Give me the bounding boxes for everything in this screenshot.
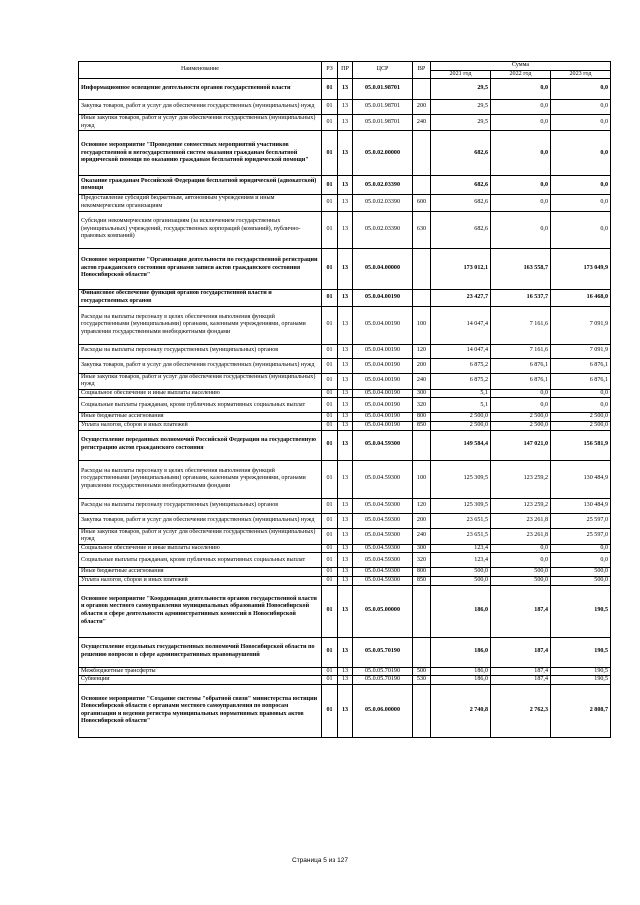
table-row [79,344,611,358]
row-name: Иные закупки товаров, работ и услуг для обеспечения государственных (муниципальных) нужд [79,115,322,131]
header-year-2022: 2022 год [491,70,551,79]
table-row [79,513,611,528]
header-csr: ЦСР [353,62,413,79]
row-name: Социальные выплаты гражданам, кроме публичных нормативных социальных выплат [79,398,322,413]
row-name: Основное мероприятие "Проведение совместных мероприятий участников государственной и негосударственной систем оказания гражданам бесплатной юридической помощи по оказанию гражданам бесплатной юридической помощи" [79,131,322,176]
table-row [79,398,611,413]
table-row [79,684,611,737]
row-pr: 13 [338,413,353,422]
row-pr: 13 [338,513,353,528]
row-value-2023: 0,0 [551,544,611,553]
row-value-2022: 0,0 [491,398,551,413]
row-value-2021: 682,6 [431,195,491,211]
row-value-2021: 6 875,2 [431,358,491,373]
row-rz: 01 [322,413,338,422]
row-value-2022: 123 259,2 [491,498,551,513]
row-pr: 13 [338,344,353,358]
row-name: Субсидии некоммерческим организациям (за исключением государственных (муниципальных) учреждений, государственных корпораций (компаний), публично-правовых компаний) [79,211,322,248]
row-vr: 320 [413,553,431,568]
row-name: Расходы на выплаты персоналу в целях обеспечения выполнения функций государственными (муниципальными) органами, казенными учреждениями, органами управления государственными внебюджетными фондами [79,460,322,498]
row-name: Расходы на выплаты персоналу государственных (муниципальных) органов [79,498,322,513]
row-csr: 05.0.01.98701 [353,115,413,131]
row-name: Социальное обеспечение и иные выплаты населению [79,544,322,553]
row-value-2021: 2 740,8 [431,684,491,737]
row-value-2021: 173 012,1 [431,248,491,289]
row-pr: 13 [338,498,353,513]
row-pr: 13 [338,115,353,131]
row-value-2021: 186,0 [431,585,491,637]
row-value-2022: 187,4 [491,637,551,667]
row-csr: 05.0.02.03390 [353,211,413,248]
row-value-2022: 123 259,2 [491,460,551,498]
row-value-2021: 125 309,5 [431,460,491,498]
table-row [79,676,611,685]
row-value-2022: 163 558,7 [491,248,551,289]
row-name: Закупка товаров, работ и услуг для обеспечения государственных (муниципальных) нужд [79,358,322,373]
row-csr: 05.0.01.98701 [353,79,413,100]
row-value-2022: 187,4 [491,667,551,676]
row-pr: 13 [338,373,353,389]
header-year-2021: 2021 год [431,70,491,79]
row-csr: 05.0.04.00190 [353,358,413,373]
row-value-2022: 0,0 [491,553,551,568]
row-pr: 13 [338,176,353,195]
row-pr: 13 [338,389,353,398]
row-pr: 13 [338,637,353,667]
row-name: Основное мероприятие "Создание системы "обратной связи" министерства юстиции Новосибирской области с органами местного самоуправления по вопросам организации и ведения регистра муниципальных нормативных правовых актов Новосибирской области" [79,684,322,737]
table-body [79,79,611,738]
table-row [79,389,611,398]
row-vr: 240 [413,528,431,544]
row-vr: 800 [413,568,431,577]
row-value-2023: 0,0 [551,398,611,413]
row-value-2021: 29,5 [431,79,491,100]
row-csr: 05.0.04.59300 [353,460,413,498]
row-value-2021: 186,0 [431,667,491,676]
table-row [79,211,611,248]
row-rz: 01 [322,248,338,289]
row-csr: 05.0.02.00000 [353,131,413,176]
row-value-2021: 186,0 [431,637,491,667]
row-vr: 200 [413,100,431,115]
table-row [79,528,611,544]
row-rz: 01 [322,460,338,498]
row-name: Уплата налогов, сборов и иных платежей [79,576,322,585]
row-value-2023: 0,0 [551,79,611,100]
table-row [79,100,611,115]
row-vr: 300 [413,544,431,553]
page-number: Страница 5 из 127 [292,857,348,864]
row-value-2022: 187,4 [491,676,551,685]
row-csr: 05.0.04.00190 [353,373,413,389]
row-value-2023: 7 091,9 [551,344,611,358]
row-value-2022: 0,0 [491,211,551,248]
row-vr: 120 [413,498,431,513]
row-pr: 13 [338,553,353,568]
row-pr: 13 [338,131,353,176]
table-row [79,115,611,131]
row-value-2022: 6 876,1 [491,358,551,373]
table-row [79,553,611,568]
row-csr: 05.0.04.59300 [353,553,413,568]
row-vr: 800 [413,413,431,422]
row-value-2022: 500,0 [491,568,551,577]
row-value-2021: 186,0 [431,676,491,685]
row-name: Иные бюджетные ассигнования [79,413,322,422]
row-value-2022: 187,4 [491,585,551,637]
table-row [79,248,611,289]
row-value-2023: 0,0 [551,115,611,131]
row-value-2023: 16 468,0 [551,289,611,306]
row-vr [413,585,431,637]
row-value-2023: 7 091,9 [551,306,611,344]
header-rz: РЗ [322,62,338,79]
row-value-2023: 190,5 [551,585,611,637]
row-value-2022: 2 500,0 [491,413,551,422]
row-name: Иные бюджетные ассигнования [79,568,322,577]
row-pr: 13 [338,289,353,306]
row-pr: 13 [338,430,353,460]
row-value-2021: 2 500,0 [431,421,491,430]
row-rz: 01 [322,389,338,398]
row-value-2022: 23 261,8 [491,528,551,544]
row-rz: 01 [322,430,338,460]
row-value-2023: 500,0 [551,568,611,577]
row-value-2023: 190,5 [551,676,611,685]
row-name: Социальные выплаты гражданам, кроме публичных нормативных социальных выплат [79,553,322,568]
table-row [79,413,611,422]
row-value-2021: 123,4 [431,553,491,568]
row-vr [413,248,431,289]
row-name: Финансовое обеспечение функций органов государственной власти и государственных органов [79,289,322,306]
row-pr: 13 [338,585,353,637]
row-csr: 05.0.04.59300 [353,568,413,577]
row-vr [413,131,431,176]
row-name: Основное мероприятие "Координация деятельности органов государственной власти и органов местного самоуправления муниципальных образований Новосибирской области в сфере деятельности административных комиссий в Новосибирской области" [79,585,322,637]
row-vr [413,289,431,306]
row-value-2021: 123,4 [431,544,491,553]
row-value-2023: 0,0 [551,131,611,176]
row-value-2022: 2 500,0 [491,421,551,430]
header-sum: Сумма [431,62,611,71]
row-value-2023: 130 484,9 [551,498,611,513]
row-value-2023: 0,0 [551,100,611,115]
row-value-2021: 23 427,7 [431,289,491,306]
row-pr: 13 [338,248,353,289]
row-vr [413,684,431,737]
row-value-2021: 682,6 [431,131,491,176]
table-row [79,373,611,389]
row-rz: 01 [322,100,338,115]
row-pr: 13 [338,667,353,676]
row-value-2022: 6 876,1 [491,373,551,389]
header-pr: ПР [338,62,353,79]
table-row [79,195,611,211]
row-value-2023: 500,0 [551,576,611,585]
row-pr: 13 [338,79,353,100]
row-name: Социальное обеспечение и иные выплаты населению [79,389,322,398]
row-name: Осуществление отдельных государственных полномочий Новосибирской области по решению вопросов в сфере административных правонарушений [79,637,322,667]
row-rz: 01 [322,498,338,513]
row-rz: 01 [322,684,338,737]
table-row [79,430,611,460]
row-csr: 05.0.04.59300 [353,498,413,513]
row-csr: 05.0.04.00190 [353,289,413,306]
row-value-2021: 29,5 [431,115,491,131]
row-value-2023: 6 876,1 [551,373,611,389]
row-csr: 05.0.04.00190 [353,421,413,430]
row-csr: 05.0.06.00000 [353,684,413,737]
row-name: Расходы на выплаты персоналу в целях обеспечения выполнения функций государственными (муниципальными) органами, казенными учреждениями, органами управления государственными внебюджетными фондами [79,306,322,344]
row-value-2021: 2 500,0 [431,413,491,422]
row-value-2021: 500,0 [431,568,491,577]
row-csr: 05.0.04.00190 [353,306,413,344]
row-vr [413,430,431,460]
row-vr: 530 [413,676,431,685]
row-pr: 13 [338,684,353,737]
row-value-2023: 0,0 [551,195,611,211]
row-name: Информационное освещение деятельности органов государственной власти [79,79,322,100]
row-csr: 05.0.04.59300 [353,430,413,460]
table-row [79,544,611,553]
table-row [79,667,611,676]
row-value-2023: 190,5 [551,667,611,676]
row-value-2021: 6 875,2 [431,373,491,389]
row-value-2021: 29,5 [431,100,491,115]
table-row [79,176,611,195]
row-rz: 01 [322,358,338,373]
row-pr: 13 [338,544,353,553]
row-rz: 01 [322,306,338,344]
row-value-2022: 23 261,8 [491,513,551,528]
row-name: Субвенции [79,676,322,685]
header-vr: ВР [413,62,431,79]
row-rz: 01 [322,176,338,195]
row-value-2021: 14 047,4 [431,306,491,344]
row-rz: 01 [322,513,338,528]
row-rz: 01 [322,576,338,585]
row-rz: 01 [322,211,338,248]
row-name: Оказание гражданам Российской Федерации бесплатной юридической (адвокатской) помощи [79,176,322,195]
row-pr: 13 [338,100,353,115]
row-value-2023: 130 484,9 [551,460,611,498]
row-pr: 13 [338,676,353,685]
row-rz: 01 [322,528,338,544]
row-value-2022: 2 762,3 [491,684,551,737]
row-value-2023: 25 597,0 [551,513,611,528]
table-row [79,306,611,344]
row-pr: 13 [338,576,353,585]
row-value-2022: 0,0 [491,115,551,131]
row-value-2023: 2 500,0 [551,421,611,430]
table-row [79,289,611,306]
row-name: Закупка товаров, работ и услуг для обеспечения государственных (муниципальных) нужд [79,100,322,115]
row-name: Уплата налогов, сборов и иных платежей [79,421,322,430]
row-value-2021: 682,6 [431,211,491,248]
row-csr: 05.0.04.59300 [353,528,413,544]
row-name: Основное мероприятие "Организация деятельности по государственной регистрации актов гражданского состояния органами записи актов гражданского состояния Новосибирской области" [79,248,322,289]
row-value-2021: 682,6 [431,176,491,195]
row-value-2023: 2 808,7 [551,684,611,737]
row-rz: 01 [322,637,338,667]
row-rz: 01 [322,79,338,100]
row-csr: 05.0.05.70190 [353,637,413,667]
row-csr: 05.0.02.03390 [353,176,413,195]
row-value-2023: 173 049,9 [551,248,611,289]
row-value-2021: 5,1 [431,389,491,398]
row-rz: 01 [322,289,338,306]
row-vr: 600 [413,195,431,211]
row-value-2022: 0,0 [491,389,551,398]
row-vr: 500 [413,667,431,676]
row-value-2023: 190,5 [551,637,611,667]
row-pr: 13 [338,568,353,577]
row-vr: 300 [413,389,431,398]
header-year-2023: 2023 год [551,70,611,79]
row-vr: 200 [413,358,431,373]
row-value-2022: 0,0 [491,100,551,115]
row-pr: 13 [338,421,353,430]
row-vr [413,637,431,667]
row-value-2023: 0,0 [551,389,611,398]
row-csr: 05.0.02.03390 [353,195,413,211]
budget-document [78,61,610,738]
row-vr: 630 [413,211,431,248]
row-rz: 01 [322,195,338,211]
row-rz: 01 [322,585,338,637]
row-name: Предоставление субсидий бюджетным, автономным учреждениям и иным некоммерческим организациям [79,195,322,211]
row-name: Расходы на выплаты персоналу государственных (муниципальных) органов [79,344,322,358]
row-rz: 01 [322,373,338,389]
row-value-2022: 147 021,0 [491,430,551,460]
row-value-2021: 5,1 [431,398,491,413]
table-row [79,460,611,498]
table-row [79,576,611,585]
row-value-2021: 500,0 [431,576,491,585]
row-value-2022: 0,0 [491,195,551,211]
row-value-2021: 125 309,5 [431,498,491,513]
row-value-2022: 16 537,7 [491,289,551,306]
row-rz: 01 [322,344,338,358]
row-csr: 05.0.04.59300 [353,513,413,528]
row-value-2022: 500,0 [491,576,551,585]
row-vr: 200 [413,513,431,528]
row-value-2023: 6 876,1 [551,358,611,373]
row-pr: 13 [338,211,353,248]
row-value-2021: 14 047,4 [431,344,491,358]
row-value-2023: 0,0 [551,553,611,568]
row-pr: 13 [338,460,353,498]
row-csr: 05.0.04.00190 [353,413,413,422]
row-rz: 01 [322,398,338,413]
row-value-2023: 2 500,0 [551,413,611,422]
row-vr: 100 [413,460,431,498]
row-csr: 05.0.05.70190 [353,667,413,676]
row-value-2022: 0,0 [491,544,551,553]
row-value-2022: 0,0 [491,79,551,100]
row-pr: 13 [338,306,353,344]
row-csr: 05.0.04.00190 [353,398,413,413]
row-vr: 320 [413,398,431,413]
row-csr: 05.0.04.00000 [353,248,413,289]
budget-table [78,61,611,738]
row-rz: 01 [322,676,338,685]
row-vr: 850 [413,576,431,585]
row-rz: 01 [322,544,338,553]
row-rz: 01 [322,421,338,430]
table-row [79,637,611,667]
row-pr: 13 [338,528,353,544]
row-vr [413,176,431,195]
row-name: Иные закупки товаров, работ и услуг для обеспечения государственных (муниципальных) нужд [79,373,322,389]
row-value-2022: 7 161,6 [491,344,551,358]
row-name: Осуществление переданных полномочий Российской Федерации на государственную регистрацию актов гражданского состояния [79,430,322,460]
row-name: Закупка товаров, работ и услуг для обеспечения государственных (муниципальных) нужд [79,513,322,528]
row-rz: 01 [322,568,338,577]
row-vr: 850 [413,421,431,430]
row-pr: 13 [338,398,353,413]
row-csr: 05.0.04.00190 [353,389,413,398]
header-name: Наименование [79,62,322,79]
row-value-2023: 25 597,0 [551,528,611,544]
row-vr: 120 [413,344,431,358]
table-row [79,421,611,430]
row-value-2023: 0,0 [551,176,611,195]
table-row [79,498,611,513]
row-pr: 13 [338,195,353,211]
table-row [79,358,611,373]
table-row [79,585,611,637]
row-rz: 01 [322,667,338,676]
table-row [79,79,611,100]
row-csr: 05.0.04.59300 [353,576,413,585]
row-rz: 01 [322,553,338,568]
row-csr: 05.0.05.70190 [353,676,413,685]
row-value-2021: 23 651,5 [431,513,491,528]
row-value-2022: 0,0 [491,131,551,176]
row-csr: 05.0.01.98701 [353,100,413,115]
row-rz: 01 [322,131,338,176]
row-name: Иные закупки товаров, работ и услуг для обеспечения государственных (муниципальных) нужд [79,528,322,544]
row-value-2021: 149 584,4 [431,430,491,460]
row-value-2022: 7 161,6 [491,306,551,344]
row-value-2023: 156 581,9 [551,430,611,460]
table-row [79,131,611,176]
row-vr: 240 [413,373,431,389]
row-pr: 13 [338,358,353,373]
row-name: Межбюджетные трансферты [79,667,322,676]
row-value-2022: 0,0 [491,176,551,195]
row-value-2023: 0,0 [551,211,611,248]
row-csr: 05.0.04.59300 [353,544,413,553]
row-value-2021: 23 651,5 [431,528,491,544]
row-vr [413,79,431,100]
row-csr: 05.0.05.00000 [353,585,413,637]
row-csr: 05.0.04.00190 [353,344,413,358]
row-vr: 240 [413,115,431,131]
table-row [79,568,611,577]
row-vr: 100 [413,306,431,344]
row-rz: 01 [322,115,338,131]
